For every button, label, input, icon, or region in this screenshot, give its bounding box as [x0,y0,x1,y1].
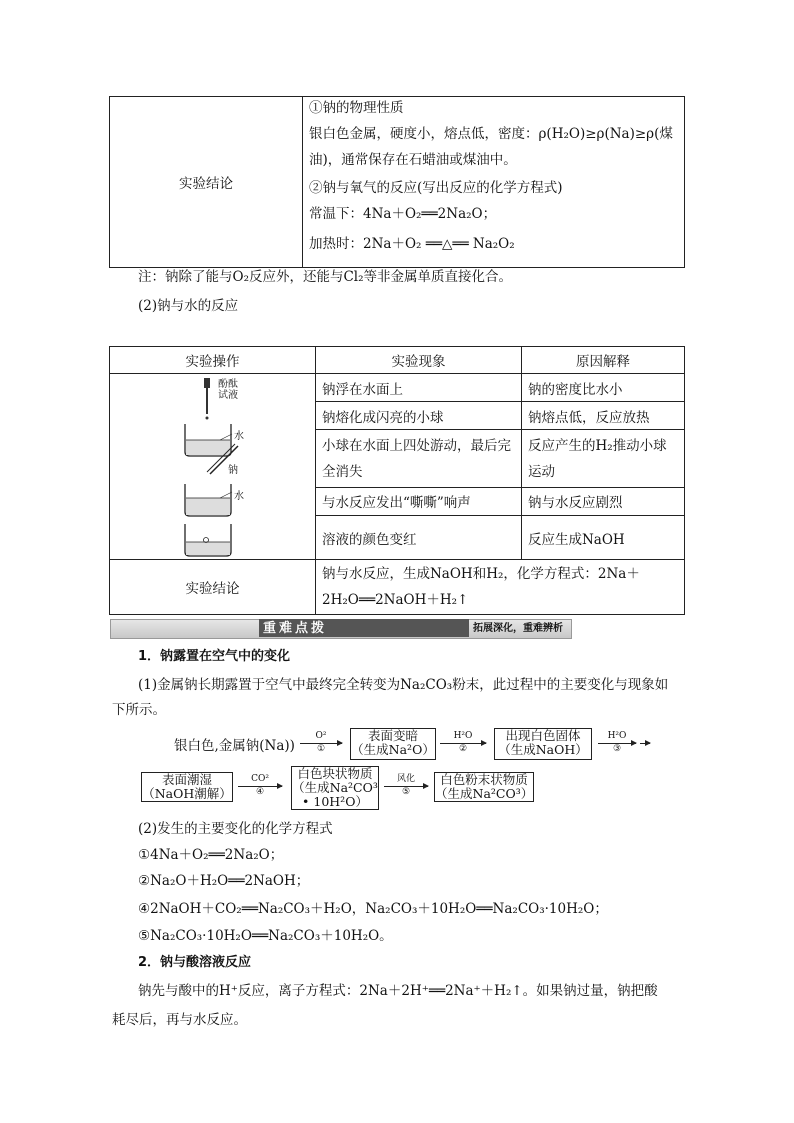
beaker-illustration [110,374,303,559]
reason-cell: 反应产生的H₂推动小球运动 [522,430,685,487]
box-3-line-2: （NaOH潮解） [142,786,232,801]
section2-title: (2)钠与水的反应 [138,298,239,314]
point2-text-1: 钠先与酸中的H⁺反应，离子方程式：2Na＋2H⁺══2Na⁺＋H₂↑。如果钠过量，钠把酸 [138,983,658,999]
line-3: 油)，通常保存在石蜡油或煤油中。 [309,152,517,168]
phenomenon-cell: 钠熔化成闪亮的小球 [316,402,522,430]
physical-properties-table [109,96,685,268]
phenomenon-cell: 小球在水面上四处游动，最后完全消失 [316,430,522,487]
box-3-line-1: 表面潮湿 [161,772,212,787]
note: 注：钠除了能与O₂反应外，还能与Cl₂等非金属单质直接化合。 [138,269,513,285]
header-operation: 实验操作 [110,347,316,374]
flow-box-1 [350,728,436,760]
experiment-diagram [110,374,316,560]
header-reason: 原因解释 [522,347,685,374]
flow-start: 银白色,金属钠(Na)) [174,738,295,754]
line-5: 常温下：4Na＋O₂══2Na₂O； [309,206,497,222]
point1-text-2: 下所示。 [112,702,166,718]
box-4-line-3: • 10H²O） [302,794,368,809]
water-label-1: 水 [234,431,244,442]
conclusion-content [303,97,685,268]
point1-sub2: (2)发生的主要变化的化学方程式 [138,821,333,837]
conclusion-content-2 [316,560,685,615]
arrow-2-bottom: ② [458,744,468,754]
flow-box-3 [141,772,233,802]
arrow-1-top: O² [315,731,327,741]
box-2-line-2: （生成NaOH） [498,742,588,757]
sodium-label: 钠 [228,465,238,476]
arrow-1-bottom: ① [316,744,326,754]
box-4-line-2: （生成Na²CO³ [292,780,378,795]
conclusion-label: 实验结论 [110,97,303,268]
equation-5: ⑤Na₂CO₃·10H₂O══Na₂CO₃＋10H₂O。 [138,928,393,944]
reagent-label: 酚酞试液 [218,379,238,401]
header-phenomenon: 实验现象 [316,347,522,374]
arrow-5-bottom: ⑤ [401,787,411,797]
point2-text-2: 耗尽后，再与水反应。 [112,1012,247,1028]
box-1-line-1: 表面变暗 [367,728,418,743]
box-2-line-1: 出现白色固体 [505,728,581,743]
flow-arrow-2 [440,731,486,755]
flow-box-5 [434,772,534,802]
phenomenon-cell: 钠浮在水面上 [316,374,522,402]
line-4: ②钠与氧气的反应(写出反应的化学方程式) [309,180,563,196]
conclusion-line-2: 2H₂O══2NaOH＋H₂↑ [322,592,469,608]
equation-4: ④2NaOH＋CO₂══Na₂CO₃＋H₂O，Na₂CO₃＋10H₂O══Na₂CO₃·10H₂O； [138,901,608,917]
flow-arrow-4 [238,774,282,798]
arrow-2-top: H²O [453,731,473,741]
line-2: 银白色金属，硬度小，熔点低，密度：ρ(H₂O)≥ρ(Na)≥ρ(煤 [309,126,673,142]
arrow-3-bottom: ③ [612,744,622,754]
flow-box-4 [291,766,379,810]
banner-subtitle: 拓展深化，重难辨析 [473,623,563,634]
point2-title: 2．钠与酸溶液反应 [138,955,252,970]
arrow-4-bottom: ④ [255,787,265,797]
box-5-line-1: 白色粉末状物质 [440,772,528,787]
conclusion-label-2: 实验结论 [110,560,316,615]
line-1: ①钠的物理性质 [309,100,404,116]
reason-cell: 钠与水反应剧烈 [522,487,685,515]
flow-box-2 [494,728,592,760]
key-points-banner [110,619,572,639]
flow-arrow-3b [640,742,650,744]
equation-2: ②Na₂O＋H₂O══2NaOH； [138,873,310,889]
reason-cell: 钠的密度比水小 [522,374,685,402]
reason-cell: 反应生成NaOH [522,516,685,560]
point1-text-1: (1)金属钠长期露置于空气中最终完全转变为Na₂CO₃粉末，此过程中的主要变化与现象如 [138,677,669,693]
arrow-4-top: CO² [251,774,269,784]
reason-cell: 钠熔点低，反应放热 [522,402,685,430]
arrow-3-top: H²O [607,731,627,741]
flow-arrow-1 [300,731,342,755]
phenomenon-cell: 与水反应发出“嘶嘶”响声 [316,487,522,515]
flow-arrow-5 [384,774,428,798]
flow-arrow-3 [598,731,636,755]
arrow-5-top: 风化 [396,774,415,784]
equation-1: ①4Na＋O₂══2Na₂O； [138,847,284,863]
water-label-2: 水 [234,491,244,502]
box-4-line-1: 白色块状物质 [297,766,373,781]
banner-title: 重难点拨 [263,621,328,636]
sodium-water-table [109,346,685,615]
point1-title: 1．钠露置在空气中的变化 [138,649,291,664]
line-6: 加热时：2Na＋O₂ ══△══ Na₂O₂ [309,236,515,252]
conclusion-line-1: 钠与水反应，生成NaOH和H₂，化学方程式：2Na＋ [322,566,640,582]
box-5-line-2: （生成Na²CO³） [435,786,534,801]
phenomenon-cell: 溶液的颜色变红 [316,516,522,560]
box-1-line-2: （生成Na²O） [351,742,435,757]
